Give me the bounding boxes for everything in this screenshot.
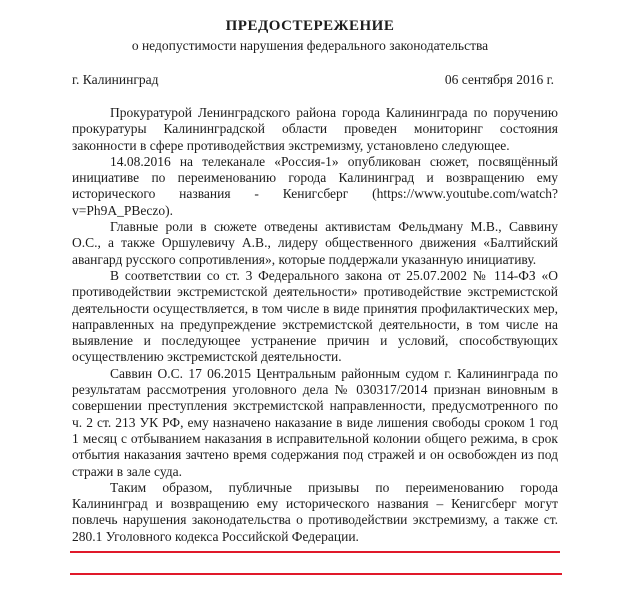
document-city: г. Калининград — [72, 72, 159, 87]
highlight-underline-1 — [70, 551, 560, 553]
highlight-underline-2 — [70, 573, 562, 575]
document-body — [72, 105, 558, 545]
paragraph-tv-story: 14.08.2016 на телеканале «Россия-1» опубликован сюжет, посвящённый инициативе по переименованию города Калининград и возвращению ему исторического названия - Кенигсберг (https://www.youtube.com/watch?v=Ph9A_PBeczo). — [72, 153, 558, 218]
document-title: ПРЕДОСТЕРЕЖЕНИЕ — [225, 18, 395, 34]
document-date: 06 сентября 2016 г. — [444, 72, 554, 87]
paragraph-activists: Главные роли в сюжете отведены активистам Фельдману М.В., Саввину О.С., а также Оршулевичу А.В., лидеру общественного движения «Балтийский авангард русского сопротивления», которые поддержали указанную инициативу. — [72, 219, 558, 267]
paragraph-federal-law: В соответствии со ст. 3 Федерального закона от 25.07.2002 № 114-ФЗ «О противодействии экстремистской деятельности» противодействие экстремистской деятельности осуществляется, в том числе в виде принятия профилактических мер, направленных на предупреждение экстремистской деятельности, в том числе на выявление и последующее устранение причин и условий, способствующих осуществлению экстремистской деятельности. — [72, 267, 558, 365]
document-subtitle: о недопустимости нарушения федерального законодательства — [131, 38, 489, 53]
paragraph-conclusion: Таким образом, публичные призывы по переименованию города Калининград и возвращению ему исторического названия – Кенигсберг могут повлечь нарушения законодательства о противодействии экстремизму, а также ст. 280.1 Уголовного кодекса Российской Федерации. — [72, 479, 558, 544]
paragraph-monitoring: Прокуратурой Ленинградского района города Калининграда по поручению прокуратуры Калининградской области проведен мониторинг состояния законности в сфере противодействия экстремизму, установлено следующее. — [72, 105, 558, 153]
paragraph-court-case: Саввин О.С. 17 06.2015 Центральным районным судом г. Калининграда по результатам рассмотрения уголовного дела № 030317/2014 признан виновным в совершении преступления экстремистской направленности, предусмотренного по ч. 2 ст. 213 УК РФ, ему назначено наказание в виде лишения свободы сроком 1 год 1 месяц с отбыванием наказания в исправительной колонии общего режима, в срок отбытия наказания зачтено время содержания под стражей и он освобожден из под стражи в зале суда. — [72, 365, 558, 479]
